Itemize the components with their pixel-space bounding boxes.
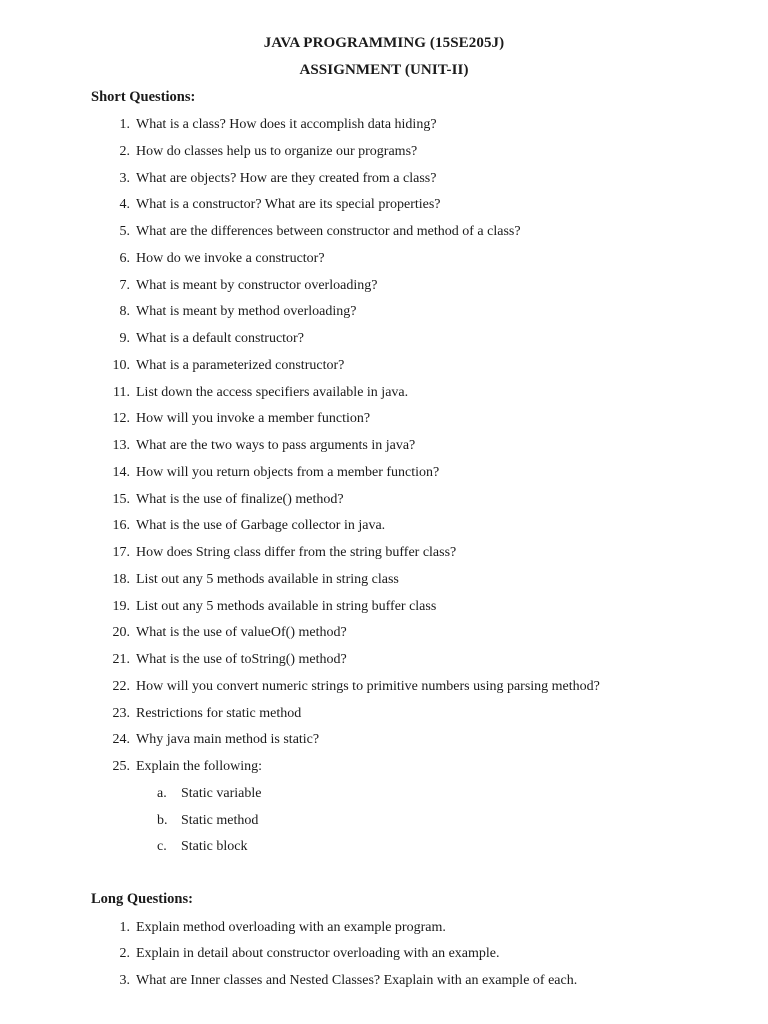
document-title: JAVA PROGRAMMING (15SE205J)	[263, 35, 505, 51]
item-number: 2.	[119, 946, 130, 961]
item-number: 3.	[119, 171, 130, 186]
item-number: 15.	[112, 492, 130, 507]
item-text: Explain in detail about constructor overloading with an example.	[136, 946, 500, 961]
item-number: 10.	[112, 358, 130, 373]
item-text: List out any 5 methods available in string class	[136, 572, 399, 587]
item-text: What is the use of finalize() method?	[136, 492, 344, 507]
item-text: What are the two ways to pass arguments in java?	[136, 438, 416, 453]
item-number: 20.	[112, 625, 130, 640]
item-number: 19.	[112, 599, 130, 614]
item-text: Restrictions for static method	[136, 706, 302, 721]
item-text: List down the access specifiers available in java.	[136, 385, 409, 400]
item-text: What is meant by constructor overloading?	[136, 278, 378, 293]
item-number: 24.	[112, 732, 130, 747]
item-text: What is the use of toString() method?	[136, 652, 347, 667]
item-text: What are objects? How are they created from a class?	[136, 171, 437, 186]
item-text: List out any 5 methods available in string buffer class	[136, 599, 437, 614]
item-text: What is a parameterized constructor?	[136, 358, 345, 373]
item-number: 13.	[112, 438, 130, 453]
item-text: What is the use of Garbage collector in java.	[136, 518, 386, 533]
item-number: 5.	[119, 224, 130, 239]
item-text: Static method	[181, 813, 259, 828]
item-number: 12.	[112, 411, 130, 426]
item-number: 17.	[112, 545, 130, 560]
item-number: b.	[157, 813, 168, 828]
item-text: Why java main method is static?	[136, 732, 320, 747]
item-text: How will you return objects from a member function?	[136, 465, 440, 480]
item-text: How will you convert numeric strings to primitive numbers using parsing method?	[136, 679, 600, 694]
item-number: 2.	[119, 144, 130, 159]
item-text: What is meant by method overloading?	[136, 304, 357, 319]
item-text: How do classes help us to organize our programs?	[136, 144, 418, 159]
item-number: 1.	[119, 920, 130, 935]
item-text: What is a constructor? What are its special properties?	[136, 197, 441, 212]
item-text: Explain method overloading with an example program.	[136, 920, 446, 935]
item-text: What are Inner classes and Nested Classes? Exaplain with an example of each.	[136, 973, 578, 988]
item-number: 7.	[119, 278, 130, 293]
item-text: What are the differences between constructor and method of a class?	[136, 224, 521, 239]
short-questions-heading: Short Questions:	[91, 89, 196, 105]
item-number: 22.	[112, 679, 130, 694]
item-text: What is the use of valueOf() method?	[136, 625, 347, 640]
item-number: c.	[157, 839, 167, 854]
item-number: 11.	[113, 385, 130, 400]
item-text: Static block	[181, 839, 248, 854]
item-number: 4.	[119, 197, 130, 212]
item-number: 25.	[112, 759, 130, 774]
item-number: 6.	[119, 251, 130, 266]
item-number: 18.	[112, 572, 130, 587]
item-text: How do we invoke a constructor?	[136, 251, 325, 266]
item-number: 1.	[119, 117, 130, 132]
item-text: What is a default constructor?	[136, 331, 304, 346]
item-text: What is a class? How does it accomplish data hiding?	[136, 117, 437, 132]
item-number: 8.	[119, 304, 130, 319]
item-text: How does String class differ from the string buffer class?	[136, 545, 457, 560]
item-number: 3.	[119, 973, 130, 988]
item-number: 9.	[119, 331, 130, 346]
item-number: 14.	[112, 465, 130, 480]
item-number: 23.	[112, 706, 130, 721]
long-questions-heading: Long Questions:	[91, 891, 193, 907]
item-number: 16.	[112, 518, 130, 533]
item-number: a.	[157, 786, 167, 801]
document-subtitle: ASSIGNMENT (UNIT-II)	[299, 62, 469, 78]
item-text: How will you invoke a member function?	[136, 411, 371, 426]
item-text: Static variable	[181, 786, 262, 801]
item-number: 21.	[112, 652, 130, 667]
item-text: Explain the following:	[136, 759, 262, 774]
